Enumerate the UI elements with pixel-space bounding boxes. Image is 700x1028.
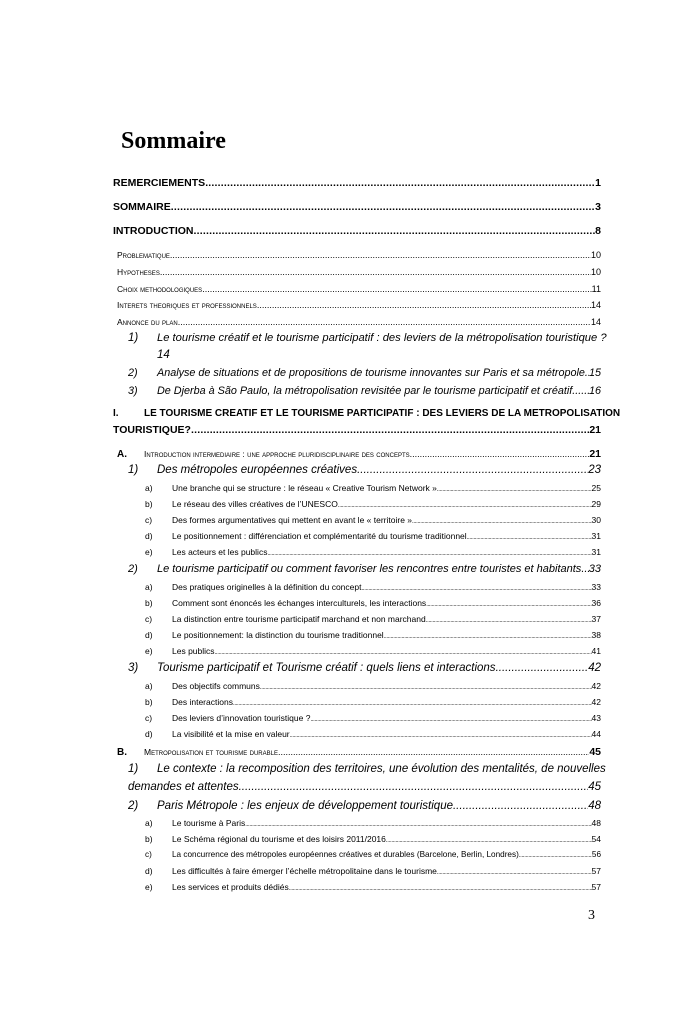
toc-page: 42 xyxy=(591,681,601,691)
toc-label: La concurrence des métropoles européennes créatives et durables (Barcelone, Berlin, Londres) xyxy=(172,850,519,859)
toc-num: A. xyxy=(117,449,127,460)
toc-page: 38 xyxy=(591,630,601,640)
toc-num: a) xyxy=(145,681,153,691)
toc-num: 1) xyxy=(128,464,139,476)
toc-label: Annonce du plan xyxy=(117,317,178,327)
toc-label: Des objectifs communs xyxy=(172,681,260,691)
dot-leader xyxy=(245,822,591,828)
toc-num: 3) xyxy=(128,385,138,397)
toc-label: TOURISTIQUE? xyxy=(113,424,191,436)
dot-leader xyxy=(260,685,592,691)
toc-page: 56 xyxy=(591,850,601,859)
dot-leader xyxy=(194,225,596,237)
toc-num: d) xyxy=(145,630,153,640)
toc-label: De Djerba à São Paulo, la métropolisation revisitée par le tourisme participatif et créatif xyxy=(157,385,573,397)
dot-leader xyxy=(205,177,595,189)
toc-entry-problematique[interactable] xyxy=(117,250,601,268)
dot-leader xyxy=(357,464,588,476)
toc-b1-label[interactable]: Le contexte : la recomposition des territoires, une évolution des mentalités, de nouvelles xyxy=(157,763,606,775)
toc-label: Paris Métropole : les enjeux de développement touristique xyxy=(157,800,453,812)
dot-leader xyxy=(496,662,589,674)
toc-num: a) xyxy=(145,483,153,493)
toc-page: 57 xyxy=(591,866,601,876)
toc-b1-cont[interactable] xyxy=(128,781,601,799)
toc-page: 45 xyxy=(588,781,601,793)
toc-num: e) xyxy=(145,646,153,656)
dot-leader xyxy=(233,701,592,707)
toc-a2[interactable] xyxy=(128,563,601,581)
toc-label: Des formes argumentatives qui mettent en avant le « territoire » xyxy=(172,515,413,525)
toc-page: 21 xyxy=(589,424,601,436)
toc-label: Hypotheses xyxy=(117,267,160,277)
toc-section-b[interactable] xyxy=(117,746,601,764)
toc-page: 30 xyxy=(591,515,601,525)
toc-page: 14 xyxy=(590,300,601,310)
toc-page: 1 xyxy=(595,177,601,189)
toc-page: 3 xyxy=(595,201,601,213)
toc-num: c) xyxy=(145,614,153,624)
dot-leader xyxy=(257,300,591,310)
toc-label: INTRODUCTION xyxy=(113,225,194,237)
toc-label: Le tourisme à Paris xyxy=(172,818,246,828)
toc-page: 14 xyxy=(590,317,601,327)
toc-entry-hypotheses[interactable] xyxy=(117,267,601,285)
toc-page: 23 xyxy=(588,464,601,476)
toc-label: Interets theoriques et professionnels xyxy=(117,300,257,310)
toc-label: Le positionnement : différenciation et complémentarité du tourisme traditionnel xyxy=(172,531,467,541)
toc-page: 10 xyxy=(590,267,601,277)
toc-label: Des leviers d’innovation touristique ? xyxy=(172,713,311,723)
toc-label: Des interactions xyxy=(172,697,233,707)
toc-label: Problematique xyxy=(117,250,170,260)
toc-entry-interets[interactable] xyxy=(117,300,601,318)
toc-label: Analyse de situations et de propositions de tourisme innovantes sur Paris et sa métropole xyxy=(157,367,585,379)
dot-leader xyxy=(171,201,595,213)
toc-entry-sommaire[interactable] xyxy=(113,201,601,219)
toc-num: d) xyxy=(145,866,153,876)
toc-part-1-label[interactable]: LE TOURISME CREATIF ET LE TOURISME PARTICIPATIF : DES LEVIERS DE LA METROPOLISATION xyxy=(144,408,621,419)
toc-b2[interactable] xyxy=(128,800,601,818)
dot-leader xyxy=(310,717,591,723)
toc-label: Des métropoles européennes créatives xyxy=(157,464,358,476)
toc-page: 29 xyxy=(591,499,601,509)
dot-leader xyxy=(426,618,592,624)
toc-entry-introduction[interactable] xyxy=(113,225,601,243)
toc-label: Introduction intermediaire : une approche pluridisciplinaire des concepts xyxy=(144,449,410,459)
toc-page: 42 xyxy=(591,697,601,707)
toc-page: 16 xyxy=(588,385,601,397)
dot-leader xyxy=(160,267,591,277)
toc-num: 2) xyxy=(128,367,138,379)
dot-leader xyxy=(519,853,592,859)
toc-page: 41 xyxy=(591,646,601,656)
dot-leader xyxy=(581,563,588,575)
toc-plan-item-1-label[interactable]: Le tourisme créatif et le tourisme participatif : des leviers de la métropolisation touristique ? xyxy=(157,332,607,344)
toc-num: 2) xyxy=(128,800,139,812)
toc-page: 57 xyxy=(591,882,601,892)
toc-label: Les services et produits dédiés xyxy=(172,882,289,892)
toc-entry-remerciements[interactable] xyxy=(113,177,601,195)
toc-page: 37 xyxy=(591,614,601,624)
toc-plan-item-3[interactable] xyxy=(128,385,601,403)
dot-leader xyxy=(384,634,592,640)
dot-leader xyxy=(453,800,588,812)
toc-page: 8 xyxy=(595,225,601,237)
toc-label: Les acteurs et les publics xyxy=(172,547,268,557)
toc-label: demandes et attentes xyxy=(128,781,239,793)
toc-num: B. xyxy=(117,747,127,758)
page-number: 3 xyxy=(588,908,595,923)
toc-num: b) xyxy=(145,499,153,509)
dot-leader xyxy=(267,551,591,557)
toc-page: 31 xyxy=(591,547,601,557)
dot-leader xyxy=(361,586,591,592)
toc-page: 21 xyxy=(589,448,601,460)
dot-leader xyxy=(239,781,589,793)
toc-label: Metropolisation et tourisme durable xyxy=(144,747,278,757)
toc-page: 10 xyxy=(590,250,601,260)
dot-leader xyxy=(437,487,592,493)
toc-plan-item-1-num: 1) xyxy=(128,332,139,344)
toc-label: REMERCIEMENTS xyxy=(113,177,206,189)
toc-a1[interactable] xyxy=(128,464,601,482)
toc-label: Le Schéma régional du tourisme et des loisirs 2011/2016 xyxy=(172,834,386,844)
toc-page: 36 xyxy=(591,598,601,608)
toc-page: 44 xyxy=(591,729,601,739)
toc-num: b) xyxy=(145,834,153,844)
toc-page: 33 xyxy=(591,582,601,592)
dot-leader xyxy=(338,503,592,509)
toc-num: a) xyxy=(145,582,153,592)
toc-num: b) xyxy=(145,697,153,707)
toc-page: 48 xyxy=(588,800,601,812)
page-title: Sommaire xyxy=(121,128,226,154)
toc-page: 42 xyxy=(588,662,601,674)
toc-label: Le tourisme participatif ou comment favoriser les rencontres entre touristes et habitants xyxy=(157,563,582,575)
toc-page: 45 xyxy=(589,746,601,758)
dot-leader xyxy=(410,449,590,459)
toc-label: Des pratiques originelles à la définition du concept xyxy=(172,582,362,592)
dot-leader xyxy=(437,870,592,876)
toc-page: 54 xyxy=(591,834,601,844)
toc-num: b) xyxy=(145,598,153,608)
dot-leader xyxy=(386,838,592,844)
toc-page: 25 xyxy=(591,483,601,493)
toc-b2-e[interactable] xyxy=(145,882,601,900)
toc-label: La distinction entre tourisme participatif marchand et non marchand xyxy=(172,614,426,624)
dot-leader xyxy=(467,535,592,541)
toc-label: La visibilité et la mise en valeur xyxy=(172,729,290,739)
toc-num: c) xyxy=(145,713,153,723)
toc-num: d) xyxy=(145,729,153,739)
toc-plan-item-1-page: 14 xyxy=(157,349,170,361)
toc-part-1-cont[interactable] xyxy=(113,424,601,442)
dot-leader xyxy=(412,519,592,525)
toc-label: Les publics xyxy=(172,646,215,656)
toc-num: e) xyxy=(145,547,153,557)
toc-num: c) xyxy=(145,850,152,859)
dot-leader xyxy=(278,747,589,757)
toc-label: Le réseau des villes créatives de l’UNESCO xyxy=(172,499,338,509)
toc-num: e) xyxy=(145,882,153,892)
dot-leader xyxy=(426,602,591,608)
dot-leader xyxy=(290,733,592,739)
toc-page: 33 xyxy=(588,563,601,575)
toc-a3-d[interactable] xyxy=(145,729,601,747)
toc-label: Une branche qui se structure : le réseau « Creative Tourism Network » xyxy=(172,483,437,493)
dot-leader xyxy=(289,886,592,892)
toc-label: Choix methodologiques xyxy=(117,284,203,294)
toc-page: 15 xyxy=(588,367,601,379)
toc-num: 2) xyxy=(128,563,138,575)
toc-a3[interactable] xyxy=(128,662,601,680)
toc-plan-item-2[interactable] xyxy=(128,367,601,385)
toc-num: 3) xyxy=(128,662,139,674)
toc-part-1-num: I. xyxy=(113,408,119,419)
toc-label: Les difficultés à faire émerger l’échelle métropolitaine dans le tourisme xyxy=(172,866,437,876)
toc-label: SOMMAIRE xyxy=(113,201,171,213)
toc-label: Tourisme participatif et Tourisme créatif : quels liens et interactions xyxy=(157,662,496,674)
dot-leader xyxy=(202,284,591,294)
toc-page: 43 xyxy=(591,713,601,723)
toc-page: 31 xyxy=(591,531,601,541)
dot-leader xyxy=(215,650,592,656)
toc-num: c) xyxy=(145,515,153,525)
toc-page: 48 xyxy=(591,818,601,828)
toc-num: d) xyxy=(145,531,153,541)
dot-leader xyxy=(572,385,589,397)
dot-leader xyxy=(178,317,591,327)
toc-b1-num: 1) xyxy=(128,763,139,775)
dot-leader xyxy=(170,250,591,260)
toc-label: Le positionnement: la distinction du tourisme traditionnel xyxy=(172,630,384,640)
toc-page: 11 xyxy=(591,284,601,294)
dot-leader xyxy=(191,424,589,436)
toc-num: a) xyxy=(145,818,153,828)
toc-label: Comment sont énoncés les échanges interculturels, les interactions xyxy=(172,598,427,608)
